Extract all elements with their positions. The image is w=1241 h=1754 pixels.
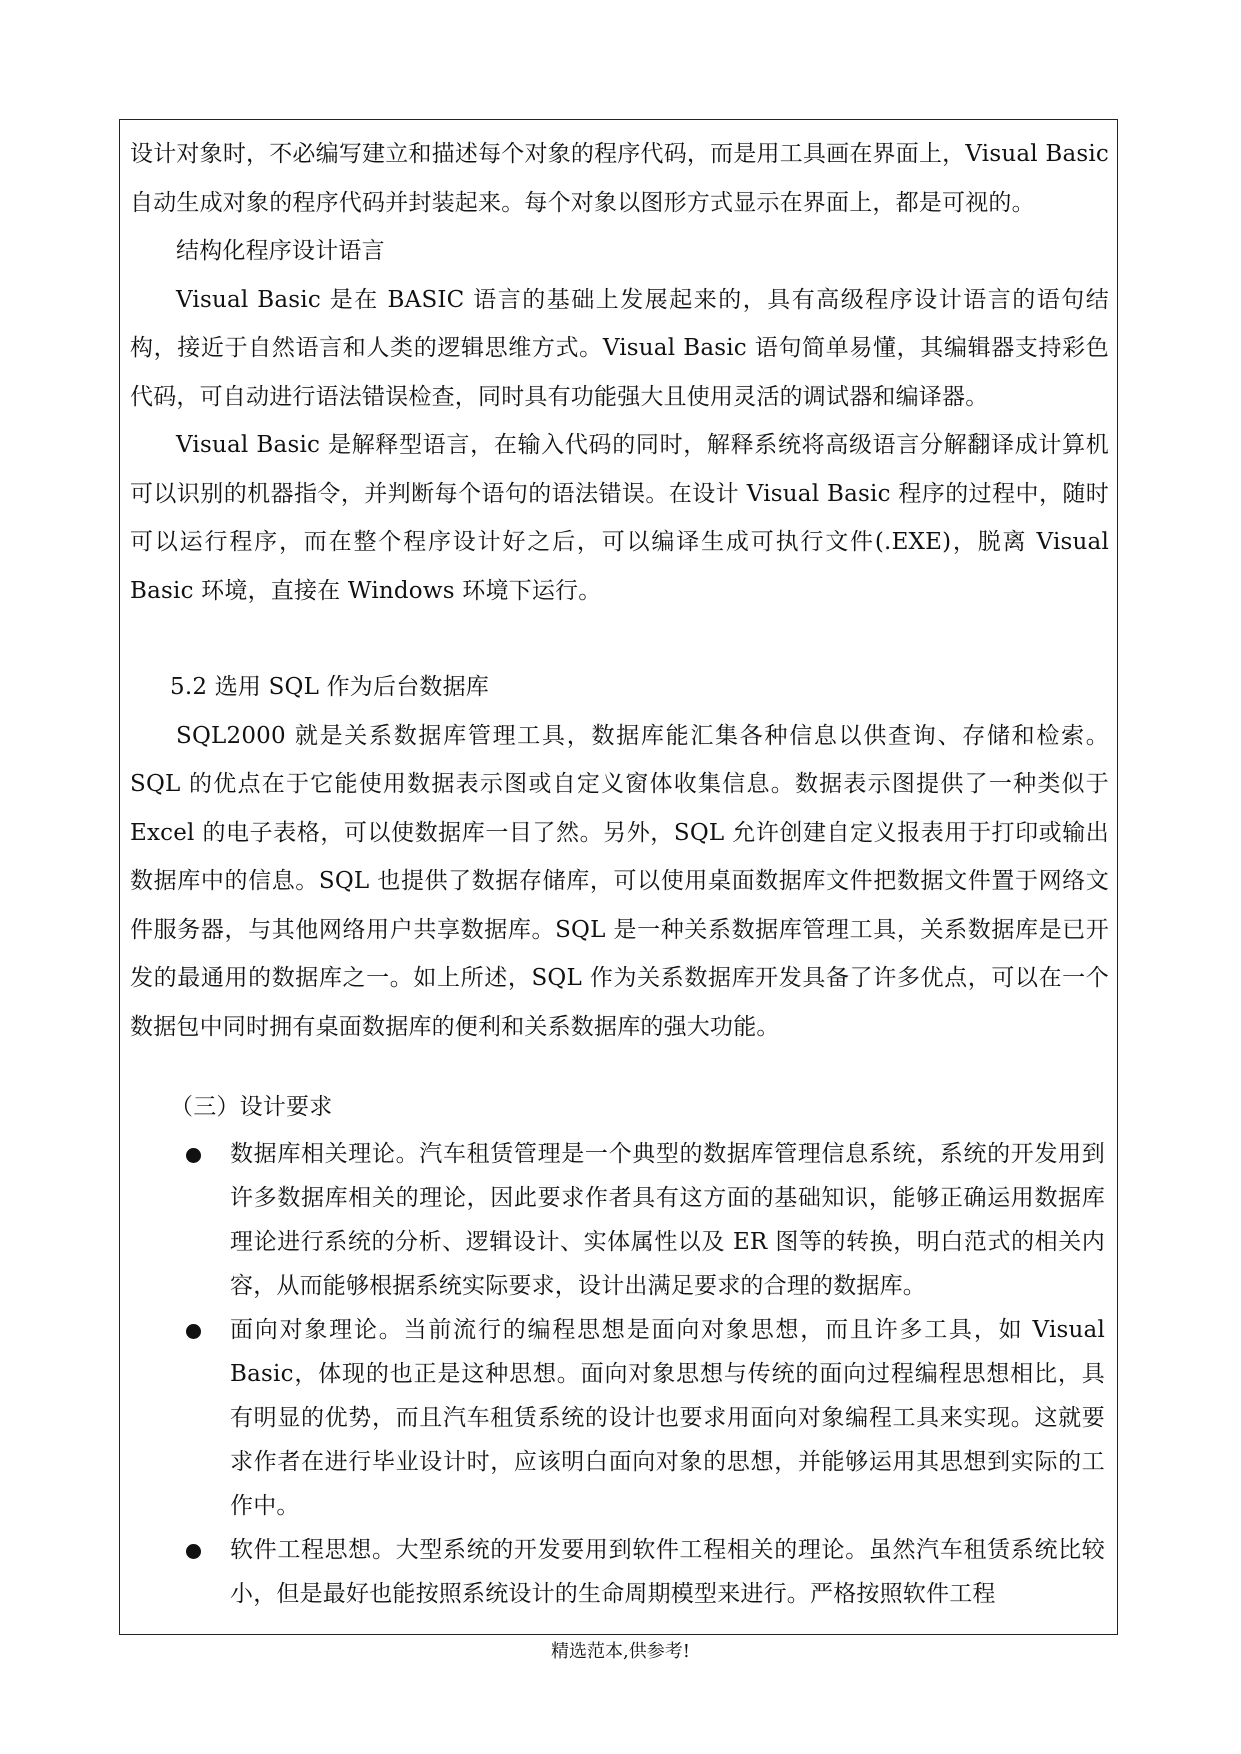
- list-item-text: 数据库相关理论。汽车租赁管理是一个典型的数据库管理信息系统，系统的开发用到许多数据库相关的理论，因此要求作者具有这方面的基础知识，能够正确运用数据库理论进行系统的分析、逻辑设计、实体属性以及 ER 图等的转换，明白范式的相关内容，从而能够根据系统实际要求，设计出满足要求的合理的数据库。: [230, 1140, 1105, 1299]
- paragraph-vb-basic: Visual Basic 是在 BASIC 语言的基础上发展起来的，具有高级程序设计语言的语句结构，接近于自然语言和人类的逻辑思维方式。Visual Basic 语句简单易懂，其编辑器支持彩色代码，可自动进行语法错误检查，同时具有功能强大且使用灵活的调试器和编译器。: [130, 286, 1109, 410]
- bullet-dot-icon: [186, 1544, 201, 1559]
- page-footer: 精选范本,供参考!: [551, 1641, 690, 1662]
- spacer: [130, 615, 1109, 663]
- heading-structured-language: 结构化程序设计语言: [176, 238, 385, 264]
- heading-sql-backend: 5.2 选用 SQL 作为后台数据库: [170, 674, 489, 700]
- requirements-list: [130, 1132, 1109, 1616]
- bullet-dot-icon: [186, 1324, 201, 1339]
- list-item: [130, 1308, 1109, 1528]
- list-item-text: 面向对象理论。当前流行的编程思想是面向对象思想，而且许多工具，如 Visual Basic，体现的也正是这种思想。面向对象思想与传统的面向过程编程思想相比，具有明显的优势，而且汽车租赁系统的设计也要求用面向对象编程工具来实现。这就要求作者在进行毕业设计时，应该明白面向对象的思想，并能够运用其思想到实际的工作中。: [230, 1316, 1105, 1519]
- list-item: [130, 1132, 1109, 1308]
- heading-design-requirements: （三）设计要求: [170, 1094, 333, 1120]
- bullet-dot-icon: [186, 1148, 201, 1163]
- spacer: [130, 1051, 1109, 1083]
- list-item-text: 软件工程思想。大型系统的开发要用到软件工程相关的理论。虽然汽车租赁系统比较小，但是最好也能按照系统设计的生命周期模型来进行。严格按照软件工程: [230, 1536, 1105, 1607]
- list-item: [130, 1528, 1109, 1616]
- paragraph-sql2000: SQL2000 就是关系数据库管理工具，数据库能汇集各种信息以供查询、存储和检索。SQL 的优点在于它能使用数据表示图或自定义窗体收集信息。数据表示图提供了一种类似于 Excel 的电子表格，可以使数据库一目了然。另外，SQL 允许创建自定义报表用于打印或输出数据库中的信息。SQL 也提供了数据存储库，可以使用桌面数据库文件把数据文件置于网络文件服务器，与其他网络用户共享数据库。SQL 是一种关系数据库管理工具，关系数据库是已开发的最通用的数据库之一。如上所述，SQL 作为关系数据库开发具备了许多优点，可以在一个数据包中同时拥有桌面数据库的便利和关系数据库的强大功能。: [130, 722, 1109, 1040]
- paragraph-object-design: 设计对象时，不必编写建立和描述每个对象的程序代码，而是用工具画在界面上，Visual Basic 自动生成对象的程序代码并封装起来。每个对象以图形方式显示在界面上，都是可视的。: [130, 141, 1109, 216]
- document-frame: [119, 119, 1118, 1635]
- document-content: [130, 130, 1109, 1634]
- paragraph-vb-interpreted: Visual Basic 是解释型语言，在输入代码的同时，解释系统将高级语言分解翻译成计算机可以识别的机器指令，并判断每个语句的语法错误。在设计 Visual Basic 程序的过程中，随时可以运行程序，而在整个程序设计好之后，可以编译生成可执行文件(.EXE)，脱离 Visual Basic 环境，直接在 Windows 环境下运行。: [130, 432, 1109, 604]
